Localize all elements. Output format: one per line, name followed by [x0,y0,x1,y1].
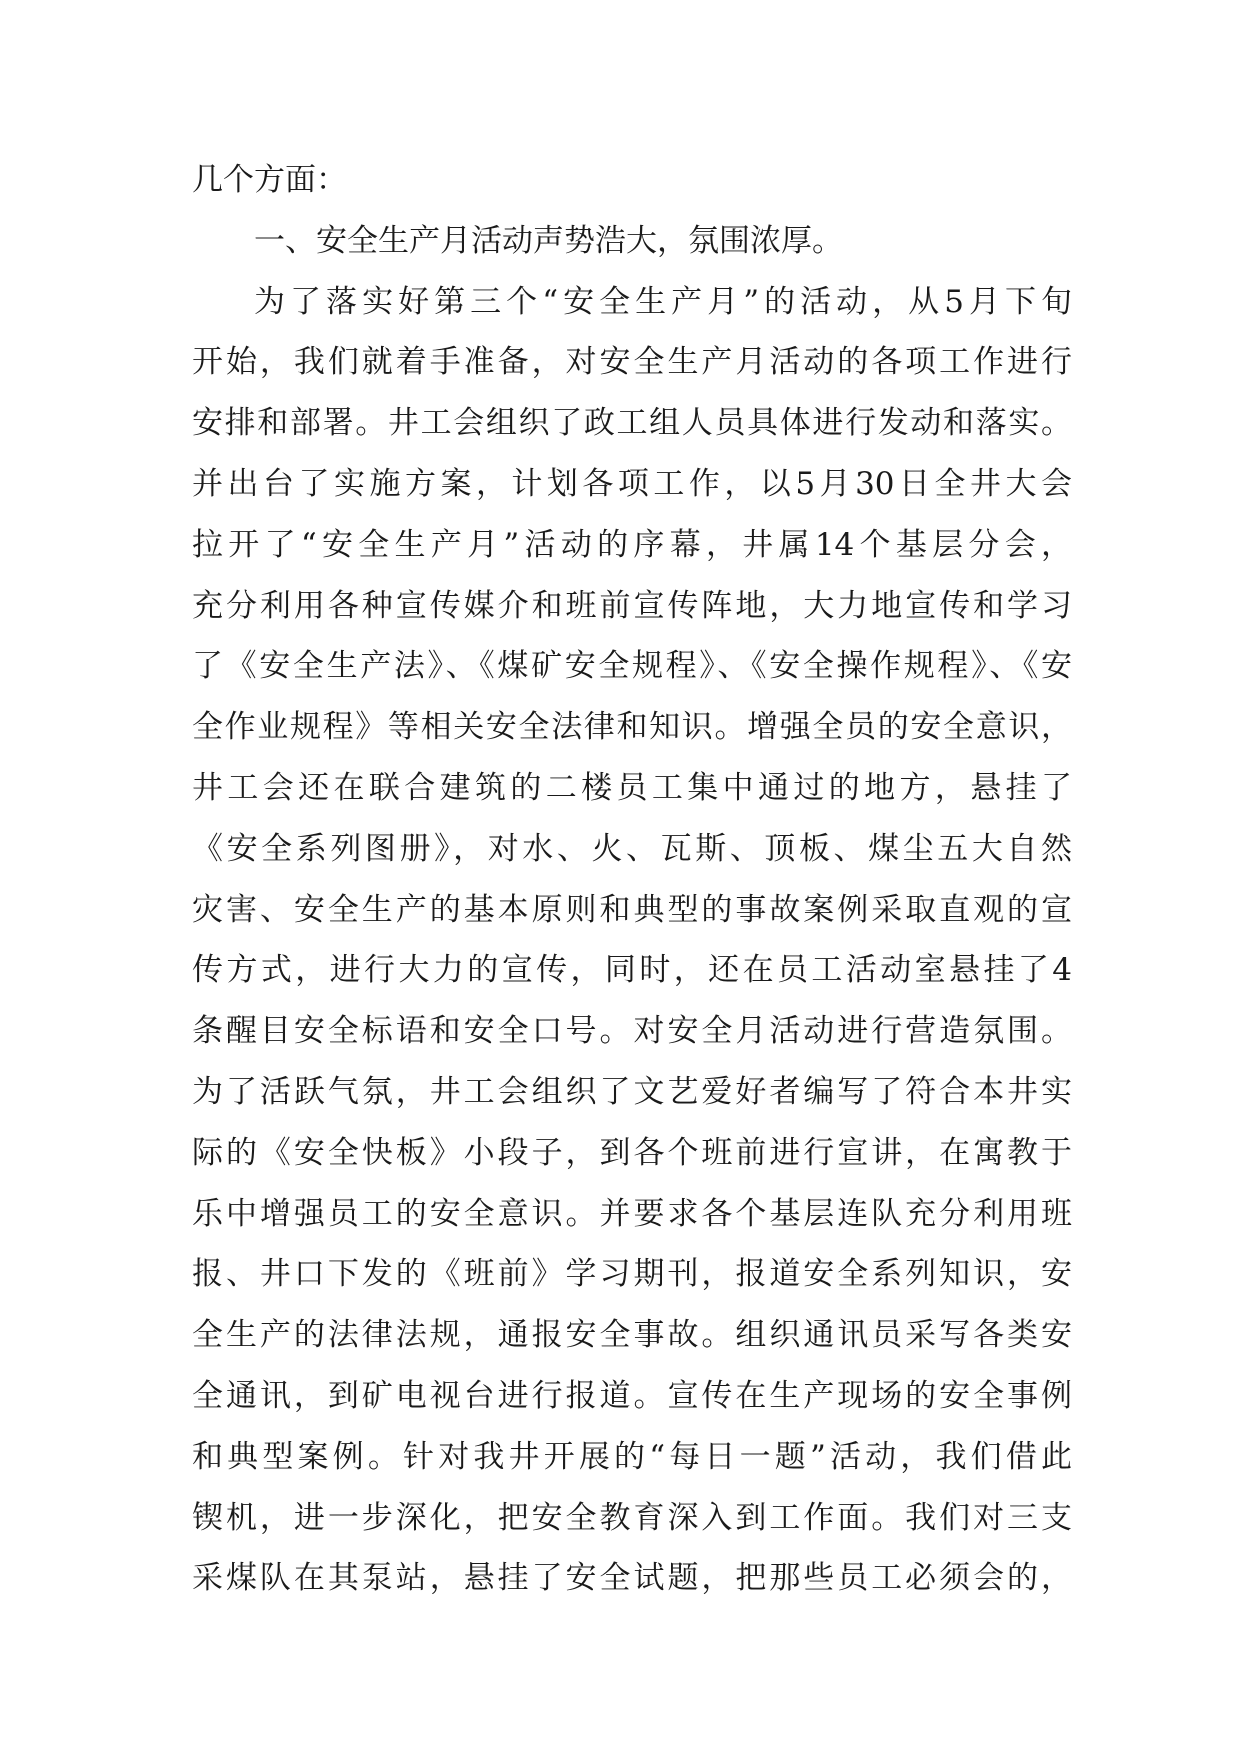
text-line: 几个方面： [192,162,347,198]
text-line: 为了活跃气氛，井工会组织了文艺爱好者编写了符合本井实 [192,1073,1072,1110]
text-line: 和典型案例。针对我井开展的“每日一题”活动，我们借此 [192,1438,1072,1475]
text-line: 采煤队在其泵站，悬挂了安全试题，把那些员工必须会的， [192,1560,1072,1597]
text-line: 了《安全生产法》、《煤矿安全规程》、《安全操作规程》、《安 [192,648,1072,685]
text-line: 开始，我们就着手准备，对安全生产月活动的各项工作进行 [192,344,1072,381]
text-line: 全作业规程》等相关安全法律和知识。增强全员的安全意识， [192,709,1072,746]
text-line: 全生产的法律法规，通报安全事故。组织通讯员采写各类安 [192,1317,1072,1354]
text-line: 条醒目安全标语和安全口号。对安全月活动进行营造氛围。 [192,1013,1072,1050]
text-line: 井工会还在联合建筑的二楼员工集中通过的地方，悬挂了 [192,769,1072,806]
text-line: 安排和部署。井工会组织了政工组人员具体进行发动和落实。 [192,405,1072,442]
text-line: 乐中增强员工的安全意识。并要求各个基层连队充分利用班 [192,1195,1072,1232]
text-line: 拉开了“安全生产月”活动的序幕，井属14个基层分会， [192,526,1072,563]
text-line: 际的《安全快板》小段子，到各个班前进行宣讲，在寓教于 [192,1134,1072,1171]
text-line: 《安全系列图册》，对水、火、瓦斯、顶板、煤尘五大自然 [192,830,1072,867]
text-line: 全通讯，到矿电视台进行报道。宣传在生产现场的安全事例 [192,1377,1072,1414]
text-line: 并出台了实施方案，计划各项工作，以5月30日全井大会 [192,465,1072,502]
document-body [192,150,1072,1609]
text-line: 为了落实好第三个“安全生产月”的活动，从5月下旬 [254,283,1072,320]
text-line: 充分利用各种宣传媒介和班前宣传阵地，大力地宣传和学习 [192,587,1072,624]
text-line: 锲机，进一步深化，把安全教育深入到工作面。我们对三支 [192,1499,1072,1536]
section-heading: 一、安全生产月活动声势浩大，氛围浓厚。 [254,222,843,259]
text-line: 传方式，进行大力的宣传，同时，还在员工活动室悬挂了4 [192,952,1072,989]
text-line: 报、井口下发的《班前》学习期刊，报道安全系列知识，安 [192,1256,1072,1293]
text-line: 灾害、安全生产的基本原则和典型的事故案例采取直观的宣 [192,891,1072,928]
